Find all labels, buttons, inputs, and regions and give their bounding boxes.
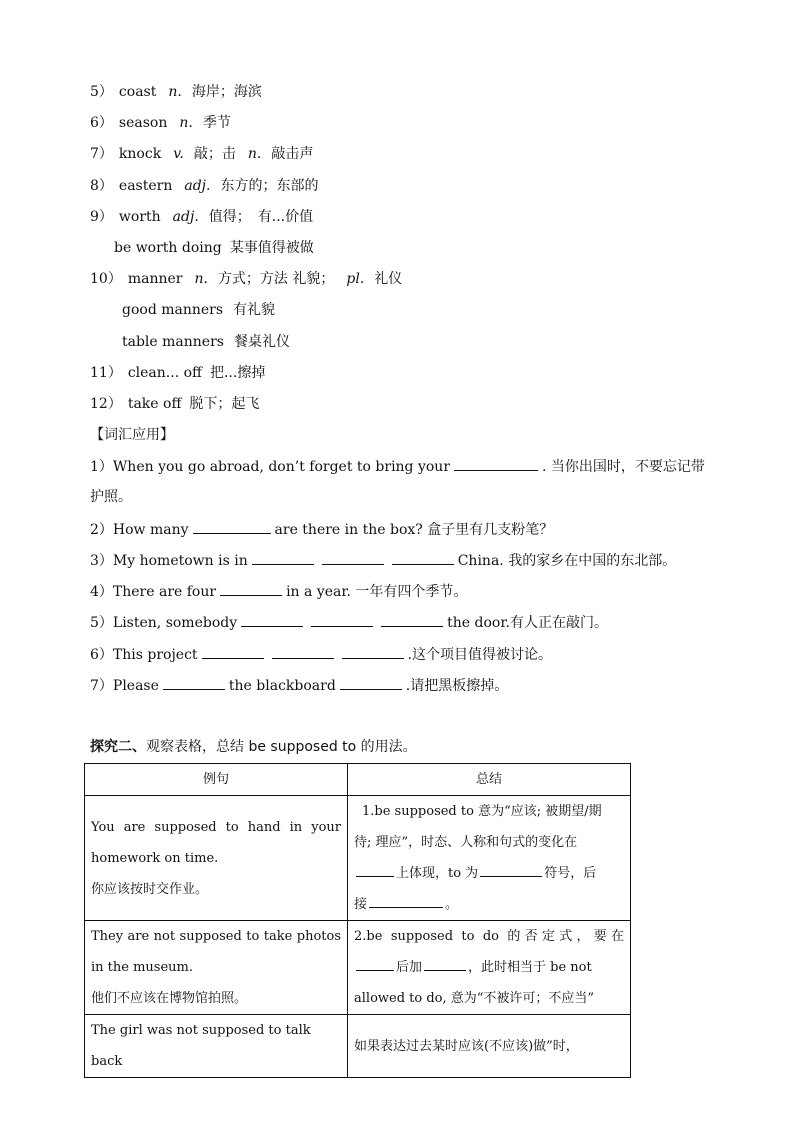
exercise-6: 6）This project .这个项目值得被讨论。 [90,644,552,665]
answer-blank[interactable] [356,958,394,971]
answer-blank[interactable] [342,644,404,659]
table-row [85,921,631,1015]
vocab-item: 6） season n. 季节 [90,115,231,131]
section-title: 【词汇应用】 [90,427,174,443]
header-example: 例句 [85,764,348,796]
answer-blank[interactable] [311,612,373,627]
vocab-item: 9） worth adj. 值得； 有...价值 [90,209,314,225]
vocab-item: 8） eastern adj. 东方的；东部的 [90,178,319,194]
answer-blank[interactable] [424,958,466,971]
table-row [85,796,631,921]
exercise-3: 3）My hometown is in China. 我的家乡在中国的东北部。 [90,550,676,571]
exercise-7: 7）Please the blackboard .请把黑板擦掉。 [90,675,508,696]
answer-blank[interactable] [163,675,225,690]
exercise-2: 2）How many are there in the box? 盒子里有几支粉笔？ [90,519,553,540]
summary-cell: 1.be supposed to 意为“应该; 被期望/期 待; 理应”，时态、人称和句式的变化在 上体现，to 为 符号，后 接 。 [348,796,631,921]
exercise-4: 4）There are four in a year. 一年有四个季节。 [90,581,467,602]
vocab-item: 11） clean... off 把...擦掉 [90,365,266,381]
exercise-1-cont: 护照。 [90,489,132,505]
answer-blank[interactable] [454,456,538,471]
table-header-row [85,764,631,796]
usage-table [84,763,631,1078]
vocab-item: 12） take off 脱下；起飞 [90,396,260,412]
vocab-item: 7） knock v. 敲；击 n. 敲击声 [90,146,314,162]
answer-blank[interactable] [220,581,282,596]
vocab-item: 10） manner n. 方式；方法 礼貌； pl. 礼仪 [90,271,403,287]
explore-heading: 探究二、观察表格，总结 be supposed to 的用法。 [90,739,417,755]
answer-blank[interactable] [272,644,334,659]
answer-blank[interactable] [252,550,314,565]
vocab-item: 5） coast n. 海岸；海滨 [90,84,262,100]
answer-blank[interactable] [356,864,394,877]
example-cell: The girl was not supposed to talk back [85,1015,348,1078]
summary-cell: 如果表达过去某时应该(不应该)做”时， [348,1015,631,1078]
exercise-1: 1）When you go abroad, don’t forget to bring your . 当你出国时，不要忘记带 [90,456,705,477]
answer-blank[interactable] [193,519,271,534]
exercise-5: 5）Listen, somebody the door.有人正在敲门。 [90,612,608,633]
table-row [85,1015,631,1078]
summary-cell: 2.be supposed to do 的否定式，要在 后加 ，此时相当于 be not allowed to do, 意为“不被许可；不应当” [348,921,631,1015]
answer-blank[interactable] [241,612,303,627]
answer-blank[interactable] [322,550,384,565]
answer-blank[interactable] [369,895,443,908]
vocab-phrase: table manners 餐桌礼仪 [122,334,290,350]
example-cell: They are not supposed to take photos in the museum. 他们不应该在博物馆拍照。 [85,921,348,1015]
example-cell: You are supposed to hand in your homework on time. 你应该按时交作业。 [85,796,348,921]
header-summary: 总结 [348,764,631,796]
answer-blank[interactable] [392,550,454,565]
vocab-phrase: good manners 有礼貌 [122,302,276,318]
answer-blank[interactable] [381,612,443,627]
answer-blank[interactable] [202,644,264,659]
vocab-phrase: be worth doing 某事值得被做 [114,240,314,256]
answer-blank[interactable] [340,675,402,690]
answer-blank[interactable] [480,864,542,877]
